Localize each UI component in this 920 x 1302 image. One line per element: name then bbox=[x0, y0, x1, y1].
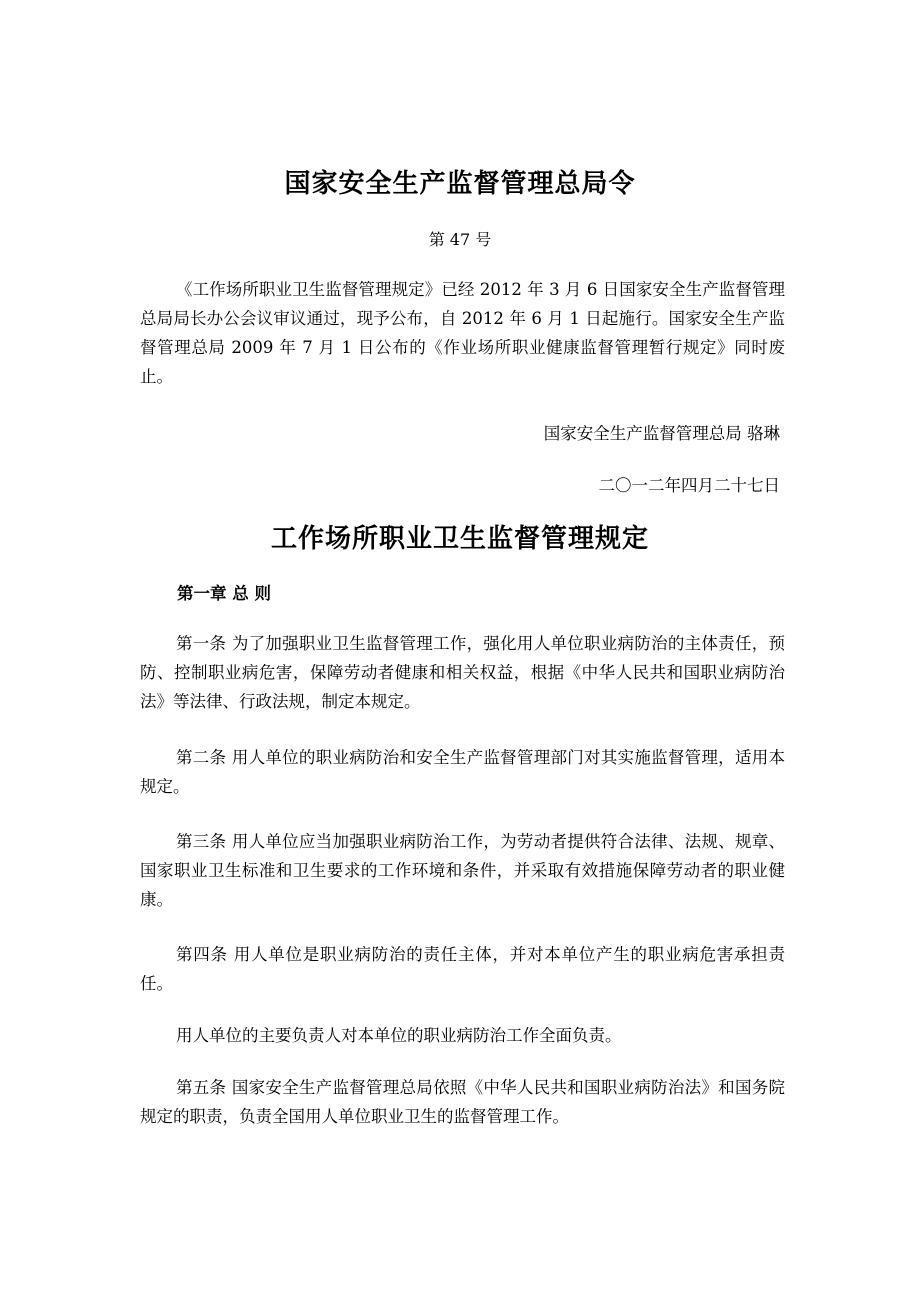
article-paragraph: 第二条 用人单位的职业病防治和安全生产监督管理部门对其实施监督管理，适用本规定。 bbox=[140, 748, 785, 796]
issue-date: 二〇一二年四月二十七日 bbox=[598, 476, 780, 495]
article-paragraph: 用人单位的主要负责人对本单位的职业病防治工作全面负责。 bbox=[176, 1026, 622, 1045]
article-paragraph: 第四条 用人单位是职业病防治的责任主体，并对本单位产生的职业病危害承担责任。 bbox=[140, 945, 785, 993]
chapter-heading: 第一章 总 则 bbox=[177, 584, 271, 603]
regulation-title: 工作场所职业卫生监督管理规定 bbox=[270, 524, 649, 554]
article-paragraph: 第一条 为了加强职业卫生监督管理工作，强化用人单位职业病防治的主体责任，预防、控制职业病危害，保障劳动者健康和相关权益，根据《中华人民共和国职业病防治法》等法律、行政法规，制定本规定。 bbox=[140, 634, 785, 711]
order-title: 国家安全生产监督管理总局令 bbox=[284, 169, 636, 199]
announcement-paragraph: 《工作场所职业卫生监督管理规定》已经 2012 年 3 月 6 日国家安全生产监督管理总局局长办公会议审议通过，现予公布，自 2012 年 6 月 1 日起施行。国家安全生产监督管理总局 2009 年 7 月 1 日公布的《作业场所职业健康监督管理暂行规定》同时废止。 bbox=[140, 280, 785, 386]
article-paragraph: 第五条 国家安全生产监督管理总局依照《中华人民共和国职业病防治法》和国务院规定的职责，负责全国用人单位职业卫生的监督管理工作。 bbox=[140, 1078, 785, 1126]
order-number: 第 47 号 bbox=[428, 230, 492, 249]
article-paragraph: 第三条 用人单位应当加强职业病防治工作，为劳动者提供符合法律、法规、规章、国家职业卫生标准和卫生要求的工作环境和条件，并采取有效措施保障劳动者的职业健康。 bbox=[140, 832, 785, 909]
signatory: 国家安全生产监督管理总局 骆琳 bbox=[543, 424, 780, 443]
